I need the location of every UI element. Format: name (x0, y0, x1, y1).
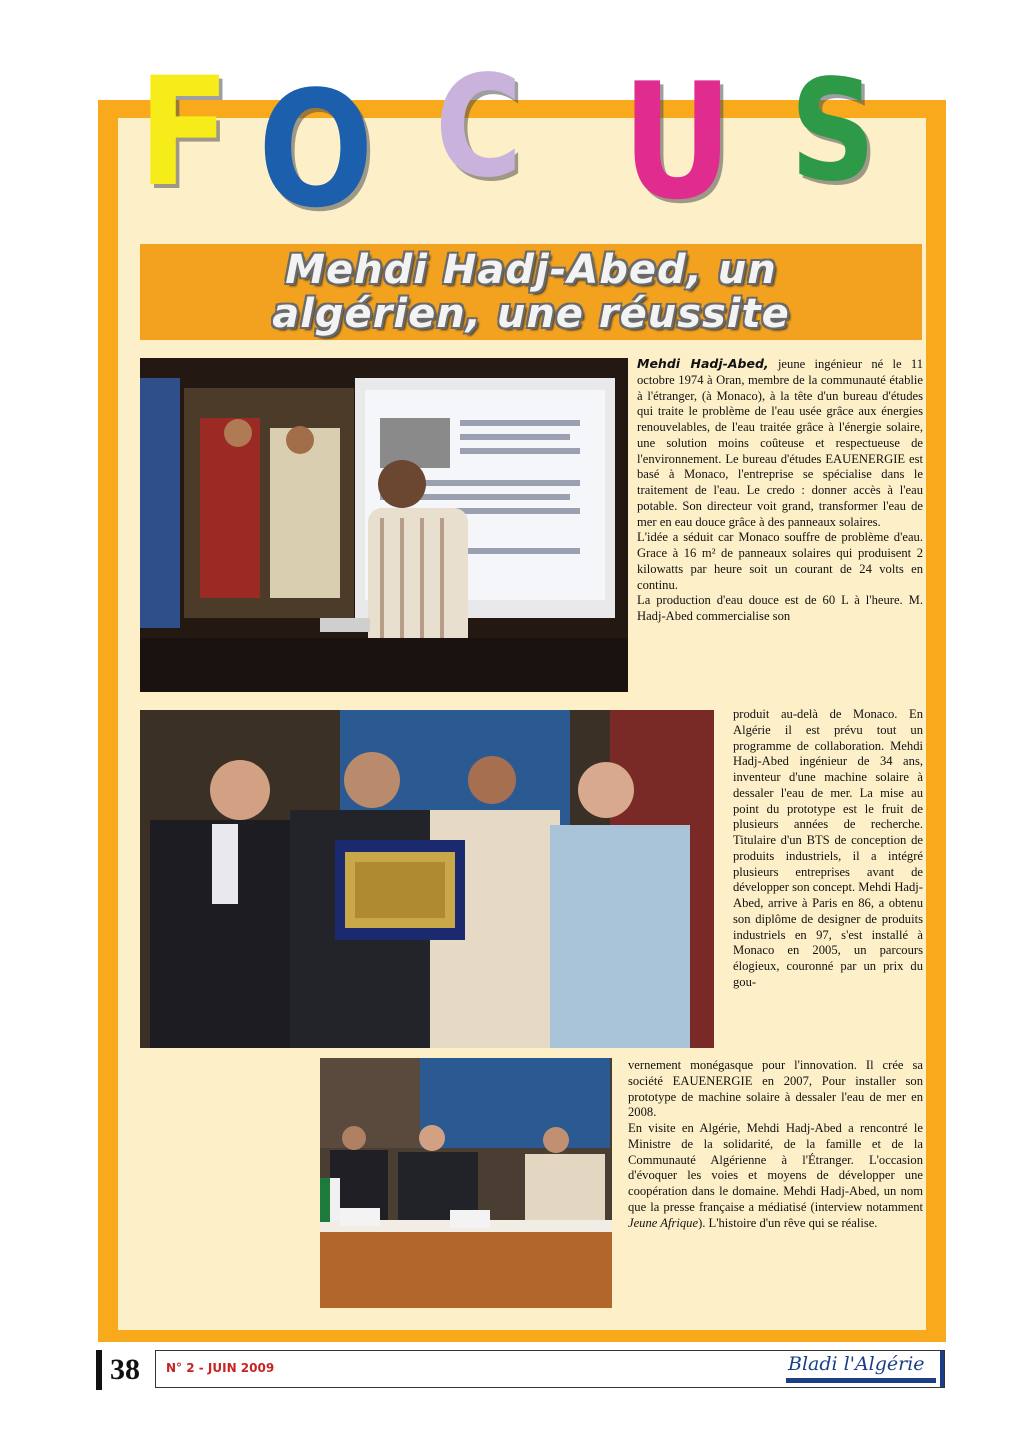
article-column-top (637, 356, 923, 625)
magazine-logo-text: Bladi l'Algérie (788, 1353, 925, 1375)
page-number: 38 (96, 1350, 140, 1390)
focus-letter-c: C (435, 46, 523, 209)
article-lead: Mehdi Hadj-Abed, (637, 356, 769, 371)
photo-award-image (140, 710, 714, 1048)
article-paragraph-3-start: La production d'eau douce est de 60 L à l'heure. M. Hadj-Abed commercialise son (637, 593, 923, 623)
article-paragraph-3-end: vernement monégasque pour l'innovation. Il crée sa société EAUENERGIE en 2007, Pour installer son prototype de machine solaire à dessaler l'eau de mer en 2008. (628, 1058, 923, 1120)
magazine-logo-strip (786, 1378, 936, 1383)
article-column-middle (733, 707, 923, 991)
article-paragraph-2: L'idée a séduit car Monaco souffre de problème d'eau. Grace à 16 m² de panneaux solaires qui produisent 2 kilowatts par heure soit un courant de 24 volts en continu. (637, 530, 923, 592)
photo-award-ceremony (140, 710, 714, 1048)
magazine-logo (782, 1351, 944, 1387)
photo-meeting (320, 1058, 612, 1308)
article-paragraph-4-text: En visite en Algérie, Mehdi Hadj-Abed a rencontré le Ministre de la solidarité, de la famille et de la Communauté Algérienne à l'Étranger. L'occasion d'évoquer les voies et moyens de développer une coopération dans le domaine. Mehdi Hadj-Abed, un nom que la presse française a médiatisé (interview notamment (628, 1121, 923, 1214)
focus-letter-u: U (622, 48, 733, 235)
focus-letter-f: F (138, 46, 231, 220)
article-paragraph-4-end: ). L'histoire d'un rêve qui se réalise. (698, 1215, 878, 1230)
focus-letter-o: O (258, 56, 374, 243)
focus-letter-s: S (790, 50, 876, 213)
issue-label: N° 2 - JUIN 2009 (166, 1361, 275, 1375)
photo-presentation (140, 358, 628, 692)
article-title-line-2: algérien, une réussite (272, 291, 790, 337)
article-paragraph-1-text: jeune ingénieur né le 11 octobre 1974 à Oran, membre de la communauté établie à l'étranger, (à Monaco), à la tête d'un bureau d'études qui traite le problème de l'eau usée grâce aux énergies renouvelables, de l'eau traitée grâce à l'énergie solaire, une solution moins coûteuse et respectueuse de l'environnement. Le bureau d'études EAUENERGIE est basé à Monaco, l'entreprise se spécialise dans le traitement de l'eau. Le credo : donner accès à l'eau potable. Son directeur voit grand, transformer l'eau de mer en eau douce grâce à des panneaux solaires. (637, 357, 923, 529)
photo-meeting-image (320, 1058, 612, 1308)
article-paragraph-3-continued: produit au-delà de Monaco. En Algérie il est prévu tout un programme de collaboration. Mehdi Hadj-Abed ingénieur de 34 ans, inventeur d'une machine solaire à dessaler l'eau de mer. La mise au point du prototype est le fruit de plusieurs années de recherche. Titulaire d'un BTS de conception de produits industriels, il a intégré plusieurs entreprises avant de développer son concept. Mehdi Hadj-Abed, arrive à Paris en 86, a obtenu son diplôme de designer de produits industriels en 97, s'est installé à Monaco en 2005, un parcours élogieux, couronné par un prix du gou- (733, 707, 923, 989)
article-column-bottom (628, 1058, 923, 1231)
footer-bar (155, 1350, 945, 1388)
article-paragraph-4 (628, 1121, 923, 1231)
article-title-line-1: Mehdi Hadj-Abed, un (285, 247, 777, 293)
article-paragraph-1 (637, 356, 923, 530)
article-paragraph-4-publication: Jeune Afrique (628, 1215, 699, 1230)
photo-presentation-image (140, 358, 628, 692)
article-title-banner (140, 244, 922, 340)
